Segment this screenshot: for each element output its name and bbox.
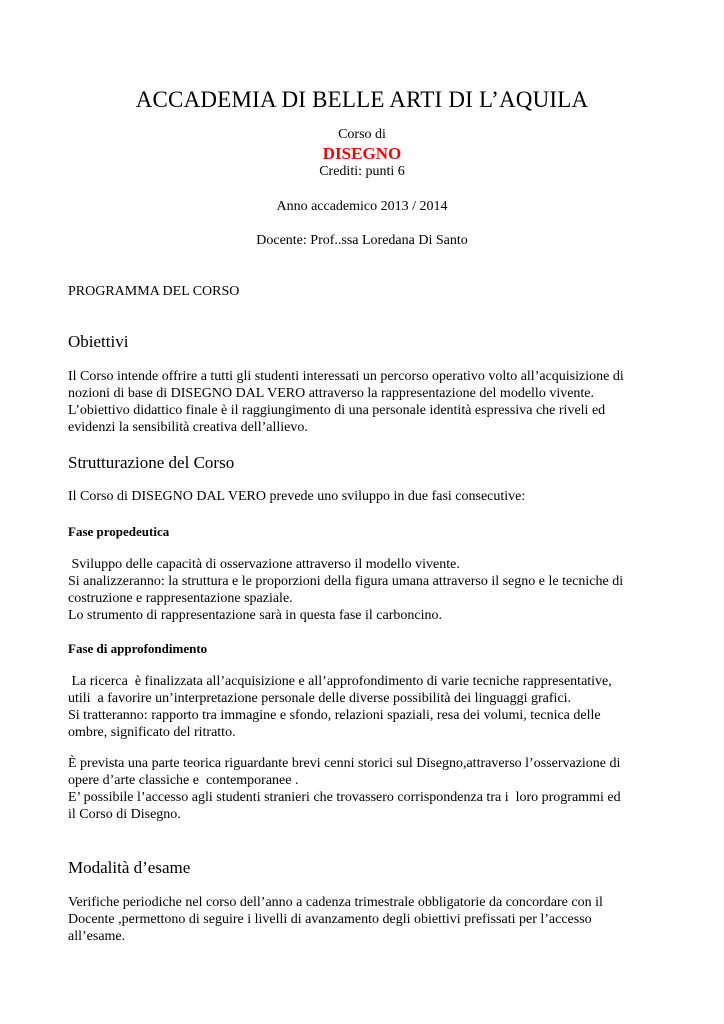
- paragraph-line: È prevista una parte teorica riguardante brevi cenni storici sul Disegno,attraverso l’osservazione di: [68, 756, 621, 771]
- exam-paragraph: [68, 894, 658, 945]
- paragraph-line: il Corso di Disegno.: [68, 807, 181, 822]
- paragraph-line: Si tratteranno: rapporto tra immagine e sfondo, relazioni spaziali, resa dei volumi, tecnica delle: [68, 708, 601, 723]
- exam-heading: Modalità d’esame: [68, 858, 191, 877]
- structure-heading: Strutturazione del Corso: [68, 453, 235, 472]
- teacher-name: Docente: Prof..ssa Loredana Di Santo: [256, 233, 468, 248]
- paragraph-line: Verifiche periodiche nel corso dell’anno a cadenza trimestrale obbligatorie da concordare con il: [68, 895, 603, 910]
- course-prefix: Corso di: [338, 127, 386, 142]
- paragraph-line: Sviluppo delle capacità di osservazione attraverso il modello vivente.: [68, 557, 460, 572]
- course-credits: Crediti: punti 6: [319, 164, 405, 179]
- structure-intro: Il Corso di DISEGNO DAL VERO prevede uno sviluppo in due fasi consecutive:: [68, 489, 526, 504]
- page-title: ACCADEMIA DI BELLE ARTI DI L’AQUILA: [135, 87, 589, 112]
- paragraph-line: ombre, significato del ritratto.: [68, 725, 236, 740]
- paragraph-line: Lo strumento di rappresentazione sarà in questa fase il carboncino.: [68, 608, 442, 623]
- paragraph-line: Docente ,permettono di seguire i livelli di avanzamento degli obiettivi prefissati per l’accesso: [68, 912, 592, 927]
- phase1-title: Fase propedeutica: [68, 524, 170, 539]
- program-label: PROGRAMMA DEL CORSO: [68, 284, 240, 299]
- paragraph-line: costruzione e rappresentazione spaziale.: [68, 591, 293, 606]
- paragraph-line: L’obiettivo didattico finale è il raggiungimento di una personale identità espressiva che riveli ed: [68, 403, 606, 418]
- paragraph-line: opere d’arte classiche e contemporanee .: [68, 773, 299, 788]
- objectives-heading: Obiettivi: [68, 332, 129, 351]
- paragraph-line: all’esame.: [68, 929, 126, 944]
- paragraph-line: utili a favorire un’interpretazione personale delle diverse possibilità dei linguaggi grafici.: [68, 691, 572, 706]
- paragraph-line: E’ possibile l’accesso agli studenti stranieri che trovassero corrispondenza tra i loro programmi ed: [68, 790, 621, 805]
- phase1-paragraph: [68, 556, 658, 624]
- objectives-paragraph: [68, 368, 658, 436]
- paragraph-line: Si analizzeranno: la struttura e le proporzioni della figura umana attraverso il segno e le tecniche di: [68, 574, 624, 589]
- phase2-title: Fase di approfondimento: [68, 641, 208, 656]
- paragraph-line: La ricerca è finalizzata all’acquisizione e all’approfondimento di varie tecniche rappresentative,: [68, 674, 612, 689]
- paragraph-line: nozioni di base di DISEGNO DAL VERO attraverso la rappresentazione del modello vivente.: [68, 386, 595, 401]
- paragraph-line: Il Corso intende offrire a tutti gli studenti interessati un percorso operativo volto all’acquisizione di: [68, 369, 624, 384]
- course-name: DISEGNO: [322, 144, 402, 163]
- paragraph-line: evidenzi la sensibilità creativa dell’allievo.: [68, 420, 308, 435]
- academic-year: Anno accademico 2013 / 2014: [276, 199, 448, 214]
- phase2-paragraph: [68, 673, 658, 741]
- extra-paragraph: [68, 755, 658, 823]
